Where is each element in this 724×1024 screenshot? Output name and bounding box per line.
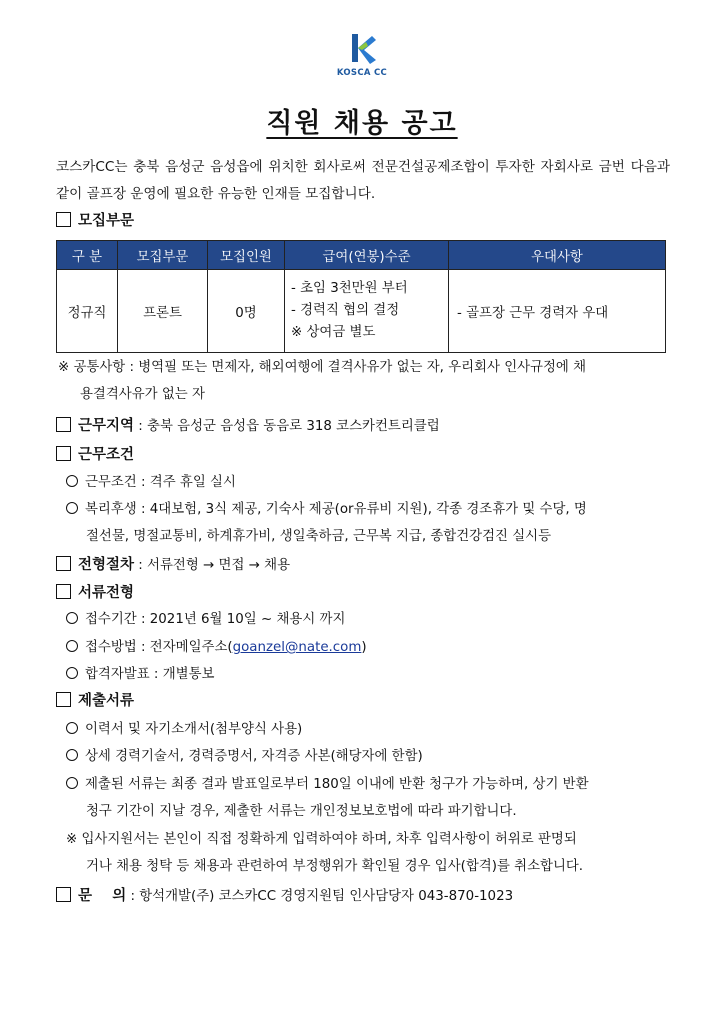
table-header: 우대사항 [449, 241, 666, 270]
circle-bullet-icon [66, 502, 78, 514]
cell-type: 정규직 [57, 270, 118, 353]
list-item: 제출된 서류는 최종 결과 발표일로부터 180일 이내에 반환 청구가 가능하며, 상기 반환 [66, 773, 589, 792]
cell-dept: 프론트 [118, 270, 208, 353]
section-location: 근무지역 : 충북 음성군 음성읍 동음로 318 코스카컨트리클럽 [56, 414, 440, 435]
table-header: 모집인원 [208, 241, 285, 270]
circle-bullet-icon [66, 722, 78, 734]
square-bullet-icon [56, 417, 71, 432]
list-item: 합격자발표 : 개별통보 [66, 663, 214, 682]
square-bullet-icon [56, 212, 71, 227]
section-documents: 서류전형 [56, 581, 134, 602]
logo-text: KOSCA CC [336, 68, 388, 78]
section-contact: 문 의 : 항석개발(주) 코스카CC 경영지원팀 인사담당자 043-870-1023 [56, 884, 513, 905]
list-item: 이력서 및 자기소개서(첨부양식 사용) [66, 718, 302, 737]
intro-paragraph: 코스카CC는 충북 음성군 음성읍에 위치한 회사로써 전문건설공제조합이 투자한 자회사로 금번 다음과 같이 골프장 운영에 필요한 유능한 인재들 모집합니다. [56, 159, 670, 202]
cell-preference: - 골프장 근무 경력자 우대 [449, 270, 666, 353]
submission-note-line1: ※ 입사지원서는 본인이 직접 정확하게 입력하여야 하며, 차후 입력사항이 허위로 판명되 [66, 832, 577, 847]
list-item: 접수기간 : 2021년 6월 10일 ~ 채용시 까지 [66, 608, 345, 627]
kosca-logo-icon [344, 30, 380, 66]
circle-bullet-icon [66, 475, 78, 487]
circle-bullet-icon [66, 612, 78, 624]
page-title: 직원 채용 공고 [266, 108, 458, 139]
section-submission: 제출서류 [56, 689, 134, 710]
submission-note-line2: 거나 채용 청탁 등 채용과 관련하여 부정행위가 확인될 경우 입사(합격)를 취소합니다. [86, 859, 584, 874]
common-note-line1: ※ 공통사항 : 병역필 또는 면제자, 해외여행에 결격사유가 없는 자, 우리회사 인사규정에 채 [58, 360, 587, 375]
list-item: 접수방법 : 전자메일주소(goanzel@nate.com) [66, 636, 367, 655]
list-item: 근무조건 : 격주 휴일 실시 [66, 471, 236, 490]
circle-bullet-icon [66, 667, 78, 679]
table-header-row [57, 241, 666, 270]
list-item: 복리후생 : 4대보험, 3식 제공, 기숙사 제공(or유류비 지원), 각종 경조휴가 및 수당, 명 [66, 498, 587, 517]
kosca-logo [334, 30, 390, 78]
list-item-continued: 청구 기간이 지날 경우, 제출한 서류는 개인정보보호법에 따라 파기합니다. [86, 804, 517, 819]
list-item-continued: 절선물, 명절교통비, 하계휴가비, 생일축하금, 근무복 지급, 종합건강검진 실시등 [86, 529, 552, 544]
square-bullet-icon [56, 556, 71, 571]
circle-bullet-icon [66, 640, 78, 652]
cell-count: 0명 [208, 270, 285, 353]
circle-bullet-icon [66, 777, 78, 789]
section-process: 전형절차 : 서류전형 → 면접 → 채용 [56, 553, 290, 574]
table-header: 구 분 [57, 241, 118, 270]
email-link[interactable]: goanzel@nate.com [232, 640, 362, 655]
table-header: 모집부문 [118, 241, 208, 270]
list-item: 상세 경력기술서, 경력증명서, 자격증 사본(해당자에 한함) [66, 745, 423, 764]
square-bullet-icon [56, 692, 71, 707]
section-recruit: 모집부문 [56, 209, 134, 230]
table-header: 급여(연봉)수준 [285, 241, 449, 270]
circle-bullet-icon [66, 749, 78, 761]
section-conditions: 근무조건 [56, 443, 134, 464]
table-row [57, 270, 666, 353]
recruit-table [56, 240, 666, 353]
common-note-line2: 용결격사유가 없는 자 [80, 387, 205, 402]
cell-salary: - 초임 3천만원 부터 - 경력직 협의 결정 ※ 상여금 별도 [285, 270, 449, 353]
square-bullet-icon [56, 446, 71, 461]
square-bullet-icon [56, 887, 71, 902]
square-bullet-icon [56, 584, 71, 599]
